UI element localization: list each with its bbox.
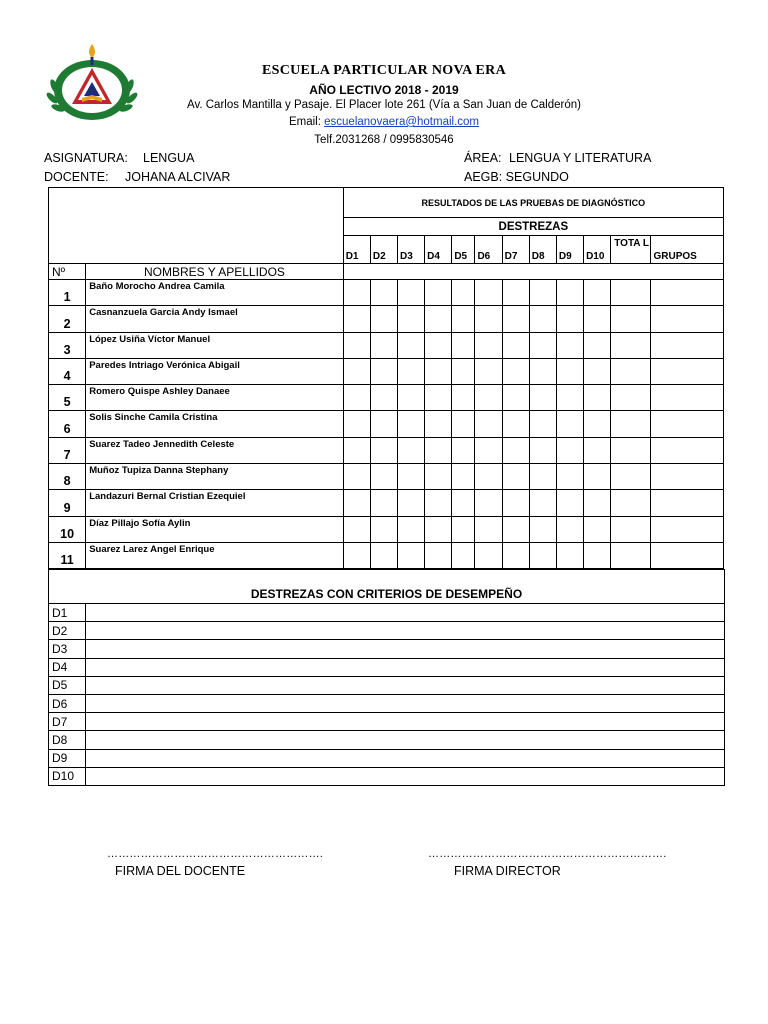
criteria-description-cell[interactable] <box>86 731 725 749</box>
school-year: AÑO LECTIVO 2018 - 2019 <box>309 83 459 97</box>
criteria-title-row <box>49 570 725 604</box>
score-cell[interactable] <box>611 306 651 332</box>
student-name: López Usiña Víctor Manuel <box>86 332 344 358</box>
score-cell[interactable] <box>529 464 556 490</box>
blank-corner <box>49 188 344 264</box>
score-cell[interactable] <box>452 411 475 437</box>
student-row <box>49 411 724 437</box>
student-name: Suarez Larez Angel Enrique <box>86 542 344 568</box>
score-cell[interactable] <box>556 437 583 463</box>
score-cell[interactable] <box>611 437 651 463</box>
criteria-row <box>49 731 725 749</box>
student-name: Romero Quispe Ashley Danaee <box>86 385 344 411</box>
score-cell[interactable] <box>529 542 556 568</box>
school-address: Av. Carlos Mantilla y Pasaje. El Placer lote 261 (Vía a San Juan de Calderón) <box>187 99 581 111</box>
student-row <box>49 332 724 358</box>
score-cell[interactable] <box>398 464 425 490</box>
score-cell[interactable] <box>502 490 529 516</box>
signature-line-director: ………………………………………………………. <box>428 848 667 860</box>
student-number: 4 <box>49 358 86 384</box>
criteria-row <box>49 640 725 658</box>
score-cell[interactable] <box>584 464 611 490</box>
student-name: Baño Morocho Andrea Camila <box>86 280 344 306</box>
score-cell[interactable] <box>398 280 425 306</box>
school-phone: Telf.2031268 / 0995830546 <box>314 134 454 146</box>
student-name: Paredes Intriago Verónica Abigail <box>86 358 344 384</box>
student-row <box>49 490 724 516</box>
criteria-row-label: D7 <box>49 713 86 731</box>
score-cell[interactable] <box>370 437 397 463</box>
student-number: 6 <box>49 411 86 437</box>
score-cell[interactable] <box>651 516 724 542</box>
score-cell[interactable] <box>425 411 452 437</box>
score-cell[interactable] <box>452 332 475 358</box>
score-cell[interactable] <box>425 542 452 568</box>
score-cell[interactable] <box>611 516 651 542</box>
score-cell[interactable] <box>584 437 611 463</box>
docente-value: JOHANA ALCIVAR <box>125 170 231 184</box>
score-cell[interactable] <box>425 464 452 490</box>
student-number: 8 <box>49 464 86 490</box>
student-name: Díaz Pillajo Sofía Aylin <box>86 516 344 542</box>
score-cell[interactable] <box>452 280 475 306</box>
score-cell[interactable] <box>556 542 583 568</box>
score-cell[interactable] <box>529 280 556 306</box>
criteria-row-label: D9 <box>49 749 86 767</box>
score-cell[interactable] <box>556 358 583 384</box>
score-cell[interactable] <box>343 516 370 542</box>
score-cell[interactable] <box>452 358 475 384</box>
score-cell[interactable] <box>584 280 611 306</box>
school-logo <box>44 40 140 124</box>
score-cell[interactable] <box>556 464 583 490</box>
destreza-col-d3: D3 <box>398 236 425 264</box>
score-cell[interactable] <box>370 358 397 384</box>
score-cell[interactable] <box>611 332 651 358</box>
score-cell[interactable] <box>475 464 502 490</box>
score-cell[interactable] <box>584 411 611 437</box>
score-cell[interactable] <box>452 542 475 568</box>
destreza-col-d2: D2 <box>370 236 397 264</box>
score-cell[interactable] <box>452 516 475 542</box>
destreza-col-d9: D9 <box>556 236 583 264</box>
criteria-row-label: D8 <box>49 731 86 749</box>
score-cell[interactable] <box>651 464 724 490</box>
criteria-row <box>49 713 725 731</box>
score-cell[interactable] <box>475 280 502 306</box>
score-cell[interactable] <box>556 490 583 516</box>
score-cell[interactable] <box>343 411 370 437</box>
score-cell[interactable] <box>425 437 452 463</box>
score-cell[interactable] <box>398 332 425 358</box>
score-cell[interactable] <box>475 437 502 463</box>
score-cell[interactable] <box>343 306 370 332</box>
score-cell[interactable] <box>556 306 583 332</box>
criteria-description-cell[interactable] <box>86 767 725 785</box>
score-cell[interactable] <box>651 280 724 306</box>
student-name: Casnanzuela Garcia Andy Ismael <box>86 306 344 332</box>
score-cell[interactable] <box>370 464 397 490</box>
score-cell[interactable] <box>502 332 529 358</box>
criteria-description-cell[interactable] <box>86 640 725 658</box>
score-cell[interactable] <box>398 542 425 568</box>
score-cell[interactable] <box>475 516 502 542</box>
score-cell[interactable] <box>651 306 724 332</box>
criteria-table <box>48 569 725 786</box>
score-cell[interactable] <box>529 490 556 516</box>
criteria-description-cell[interactable] <box>86 694 725 712</box>
score-cell[interactable] <box>529 358 556 384</box>
score-cell[interactable] <box>398 411 425 437</box>
criteria-description-cell[interactable] <box>86 604 725 622</box>
criteria-row-label: D4 <box>49 658 86 676</box>
score-cell[interactable] <box>475 385 502 411</box>
student-number: 9 <box>49 490 86 516</box>
criteria-description-cell[interactable] <box>86 622 725 640</box>
score-cell[interactable] <box>343 437 370 463</box>
score-cell[interactable] <box>651 358 724 384</box>
criteria-description-cell[interactable] <box>86 676 725 694</box>
student-row <box>49 358 724 384</box>
score-cell[interactable] <box>398 358 425 384</box>
score-cell[interactable] <box>425 280 452 306</box>
score-cell[interactable] <box>370 306 397 332</box>
signature-director-label: FIRMA DIRECTOR <box>454 864 561 878</box>
score-cell[interactable] <box>343 280 370 306</box>
asignatura-label: ASIGNATURA: <box>44 151 128 165</box>
score-cell[interactable] <box>611 542 651 568</box>
score-cell[interactable] <box>584 332 611 358</box>
signature-line-docente: …………………………………………………. <box>107 848 324 860</box>
student-row <box>49 464 724 490</box>
student-number: 3 <box>49 332 86 358</box>
student-row <box>49 516 724 542</box>
score-cell[interactable] <box>370 490 397 516</box>
score-cell[interactable] <box>425 516 452 542</box>
score-cell[interactable] <box>529 306 556 332</box>
score-cell[interactable] <box>502 411 529 437</box>
score-cell[interactable] <box>584 306 611 332</box>
results-caption: RESULTADOS DE LAS PRUEBAS DE DIAGNÓSTICO <box>343 188 723 218</box>
score-cell[interactable] <box>502 516 529 542</box>
score-cell[interactable] <box>502 280 529 306</box>
score-cell[interactable] <box>584 385 611 411</box>
school-name: ESCUELA PARTICULAR NOVA ERA <box>262 63 506 78</box>
names-header: NOMBRES Y APELLIDOS <box>86 264 344 280</box>
criteria-row-label: D10 <box>49 767 86 785</box>
score-cell[interactable] <box>502 542 529 568</box>
criteria-row <box>49 658 725 676</box>
criteria-row-label: D2 <box>49 622 86 640</box>
score-cell[interactable] <box>475 332 502 358</box>
score-cell[interactable] <box>343 490 370 516</box>
score-cell[interactable] <box>556 411 583 437</box>
number-header: Nº <box>49 264 86 280</box>
email-label: Email: <box>288 116 325 128</box>
student-number: 5 <box>49 385 86 411</box>
criteria-title: DESTREZAS CON CRITERIOS DE DESEMPEÑO <box>49 570 725 604</box>
score-cell[interactable] <box>556 332 583 358</box>
student-number: 11 <box>49 542 86 568</box>
score-cell[interactable] <box>556 385 583 411</box>
criteria-row-label: D1 <box>49 604 86 622</box>
score-cell[interactable] <box>611 490 651 516</box>
score-cell[interactable] <box>452 490 475 516</box>
score-cell[interactable] <box>343 464 370 490</box>
score-cell[interactable] <box>398 306 425 332</box>
score-cell[interactable] <box>343 385 370 411</box>
criteria-row <box>49 622 725 640</box>
student-row <box>49 280 724 306</box>
score-cell[interactable] <box>529 516 556 542</box>
score-cell[interactable] <box>651 542 724 568</box>
area-value: LENGUA Y LITERATURA <box>509 151 652 165</box>
score-cell[interactable] <box>370 332 397 358</box>
score-cell[interactable] <box>398 516 425 542</box>
criteria-row <box>49 767 725 785</box>
names-header-row <box>49 264 724 280</box>
score-cell[interactable] <box>611 358 651 384</box>
student-name: Muñoz Tupiza Danna Stephany <box>86 464 344 490</box>
score-cell[interactable] <box>584 490 611 516</box>
asignatura-value: LENGUA <box>143 151 195 165</box>
criteria-row-label: D5 <box>49 676 86 694</box>
destreza-col-d6: D6 <box>475 236 502 264</box>
destreza-col-d5: D5 <box>452 236 475 264</box>
score-cell[interactable] <box>502 464 529 490</box>
criteria-row <box>49 604 725 622</box>
criteria-row-label: D6 <box>49 694 86 712</box>
score-cell[interactable] <box>370 280 397 306</box>
score-cell[interactable] <box>398 385 425 411</box>
groups-col-header: GRUPOS <box>651 236 724 264</box>
student-number: 7 <box>49 437 86 463</box>
names-header-spacer <box>343 264 723 280</box>
score-cell[interactable] <box>584 542 611 568</box>
score-cell[interactable] <box>611 280 651 306</box>
score-cell[interactable] <box>475 542 502 568</box>
score-cell[interactable] <box>475 306 502 332</box>
score-cell[interactable] <box>343 358 370 384</box>
score-cell[interactable] <box>343 542 370 568</box>
destreza-col-d4: D4 <box>425 236 452 264</box>
score-cell[interactable] <box>452 306 475 332</box>
score-cell[interactable] <box>425 385 452 411</box>
score-cell[interactable] <box>651 385 724 411</box>
destreza-col-d7: D7 <box>502 236 529 264</box>
student-number: 2 <box>49 306 86 332</box>
results-table-body <box>49 188 724 569</box>
destreza-col-d1: D1 <box>343 236 370 264</box>
aegb-value: AEGB: SEGUNDO <box>464 170 569 184</box>
score-cell[interactable] <box>370 516 397 542</box>
score-cell[interactable] <box>475 358 502 384</box>
score-cell[interactable] <box>529 332 556 358</box>
email-link[interactable]: escuelanovaera@hotmail.com <box>324 116 480 128</box>
score-cell[interactable] <box>370 542 397 568</box>
student-row <box>49 385 724 411</box>
destreza-col-d8: D8 <box>529 236 556 264</box>
score-cell[interactable] <box>452 464 475 490</box>
criteria-description-cell[interactable] <box>86 658 725 676</box>
score-cell[interactable] <box>651 332 724 358</box>
score-cell[interactable] <box>425 306 452 332</box>
score-cell[interactable] <box>556 280 583 306</box>
score-cell[interactable] <box>611 411 651 437</box>
criteria-description-cell[interactable] <box>86 713 725 731</box>
score-cell[interactable] <box>398 437 425 463</box>
signature-docente-label: FIRMA DEL DOCENTE <box>115 864 246 878</box>
score-cell[interactable] <box>529 385 556 411</box>
score-cell[interactable] <box>651 437 724 463</box>
score-cell[interactable] <box>370 385 397 411</box>
score-cell[interactable] <box>343 332 370 358</box>
score-cell[interactable] <box>425 490 452 516</box>
score-cell[interactable] <box>398 490 425 516</box>
score-cell[interactable] <box>425 358 452 384</box>
student-number: 1 <box>49 280 86 306</box>
score-cell[interactable] <box>611 464 651 490</box>
criteria-row <box>49 749 725 767</box>
destrezas-header: DESTREZAS <box>343 218 723 236</box>
student-name: Landazuri Bernal Cristian Ezequiel <box>86 490 344 516</box>
student-row <box>49 306 724 332</box>
docente-label: DOCENTE: <box>44 170 109 184</box>
score-cell[interactable] <box>584 516 611 542</box>
criteria-row <box>49 676 725 694</box>
student-row <box>49 437 724 463</box>
score-cell[interactable] <box>452 385 475 411</box>
area-label: ÁREA: <box>464 151 502 165</box>
student-number: 10 <box>49 516 86 542</box>
results-table <box>48 187 724 569</box>
score-cell[interactable] <box>475 411 502 437</box>
score-cell[interactable] <box>425 332 452 358</box>
score-cell[interactable] <box>584 358 611 384</box>
score-cell[interactable] <box>502 306 529 332</box>
student-name: Solis Sinche Camila Cristina <box>86 411 344 437</box>
score-cell[interactable] <box>529 411 556 437</box>
student-name: Suarez Tadeo Jennedith Celeste <box>86 437 344 463</box>
criteria-table-body <box>49 570 725 786</box>
caption-row <box>49 188 724 218</box>
score-cell[interactable] <box>651 411 724 437</box>
total-col-header: TOTA L <box>611 236 651 264</box>
school-email-line <box>0 116 768 128</box>
score-cell[interactable] <box>370 411 397 437</box>
score-cell[interactable] <box>502 358 529 384</box>
student-row <box>49 542 724 568</box>
destreza-col-d10: D10 <box>584 236 611 264</box>
score-cell[interactable] <box>651 490 724 516</box>
criteria-description-cell[interactable] <box>86 749 725 767</box>
score-cell[interactable] <box>611 385 651 411</box>
score-cell[interactable] <box>452 437 475 463</box>
criteria-row <box>49 694 725 712</box>
criteria-row-label: D3 <box>49 640 86 658</box>
score-cell[interactable] <box>502 385 529 411</box>
score-cell[interactable] <box>556 516 583 542</box>
score-cell[interactable] <box>529 437 556 463</box>
score-cell[interactable] <box>475 490 502 516</box>
score-cell[interactable] <box>502 437 529 463</box>
